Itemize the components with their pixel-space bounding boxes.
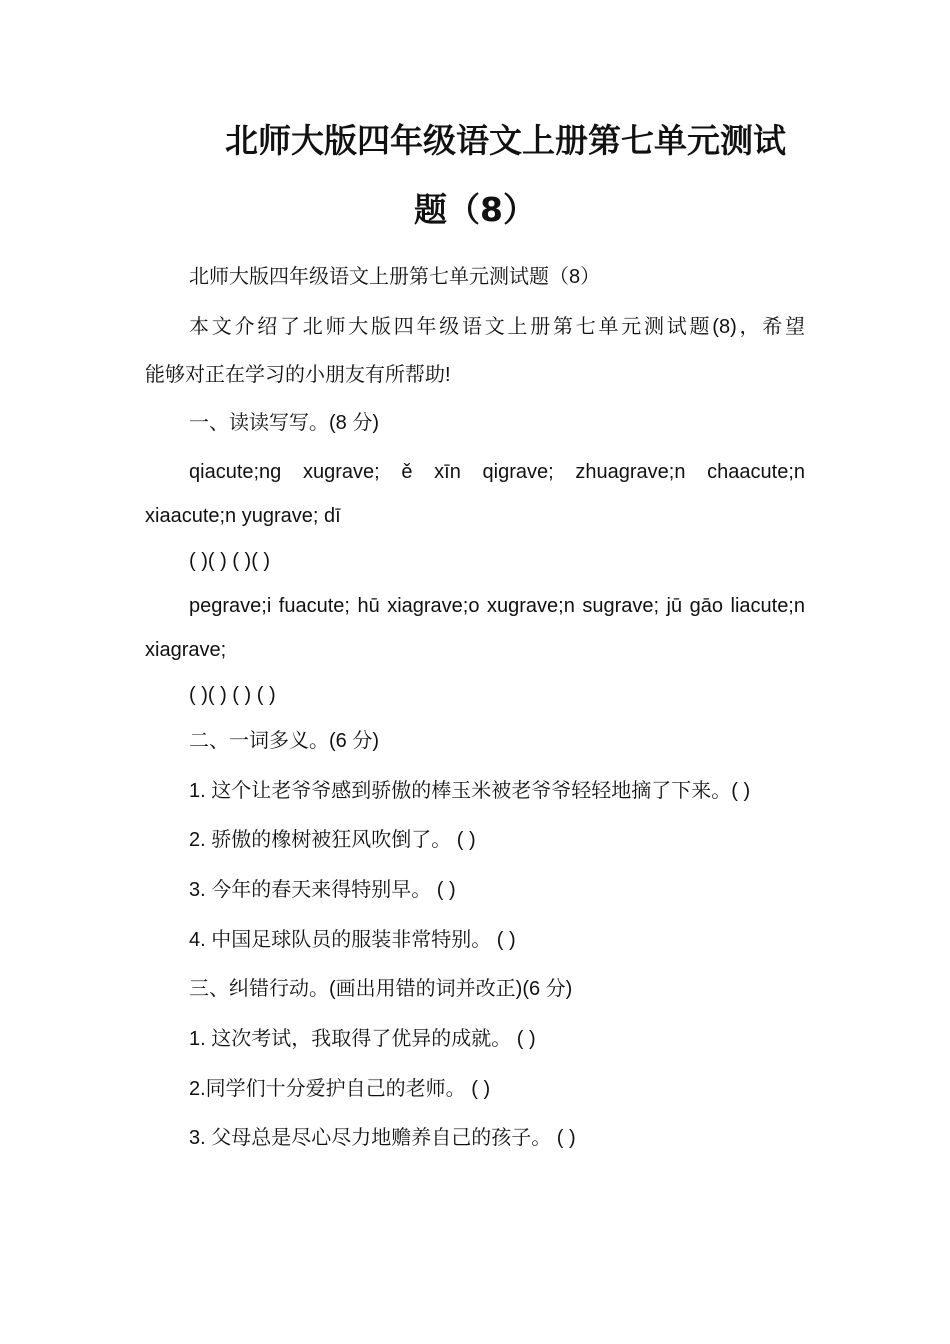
pinyin-line-2b: xiagrave; bbox=[145, 639, 227, 661]
pinyin-line-2a: pegrave;i fuacute; hū xiagrave;o xugrave;n sugrave; jū gāo liacute;n bbox=[189, 595, 805, 617]
pinyin-line-1b: xiaacute;n yugrave; dī bbox=[145, 505, 341, 527]
section-heading-1: 一、读读写写。(8 分) bbox=[189, 412, 379, 434]
question-3-2: 2.同学们十分爱护自己的老师。 ( ) bbox=[189, 1078, 491, 1100]
question-2-2: 2. 骄傲的橡树被狂风吹倒了。 ( ) bbox=[189, 829, 476, 851]
paragraph-intro-line-1: 本文介绍了北师大版四年级语文上册第七单元测试题(8)，希望 bbox=[189, 316, 805, 338]
question-2-1: 1. 这个让老爷爷感到骄傲的棒玉米被老爷爷轻轻地摘了下来。( ) bbox=[189, 780, 751, 802]
paragraph-subtitle: 北师大版四年级语文上册第七单元测试题（8） bbox=[189, 266, 601, 288]
pinyin-line-1a: qiacute;ng xugrave; ě xīn qigrave; zhuagrave;n chaacute;n bbox=[189, 461, 805, 483]
section-heading-3: 三、纠错行动。(画出用错的词并改正)(6 分) bbox=[189, 978, 573, 1000]
blank-line-2: ( )( ) ( ) ( ) bbox=[189, 684, 276, 706]
paragraph-intro-line-2: 能够对正在学习的小朋友有所帮助! bbox=[145, 364, 451, 386]
section-heading-2: 二、一词多义。(6 分) bbox=[189, 730, 379, 752]
blank-line-1: ( )( ) ( )( ) bbox=[189, 550, 271, 572]
question-3-1: 1. 这次考试，我取得了优异的成就。 ( ) bbox=[189, 1028, 536, 1050]
question-3-3: 3. 父母总是尽心尽力地赡养自己的孩子。 ( ) bbox=[189, 1127, 576, 1149]
document-title-line-2: 题（8） bbox=[414, 190, 536, 229]
question-2-4: 4. 中国足球队员的服装非常特别。 ( ) bbox=[189, 929, 516, 951]
document-title-line-1: 北师大版四年级语文上册第七单元测试 bbox=[225, 121, 786, 160]
question-2-3: 3. 今年的春天来得特别早。 ( ) bbox=[189, 879, 456, 901]
